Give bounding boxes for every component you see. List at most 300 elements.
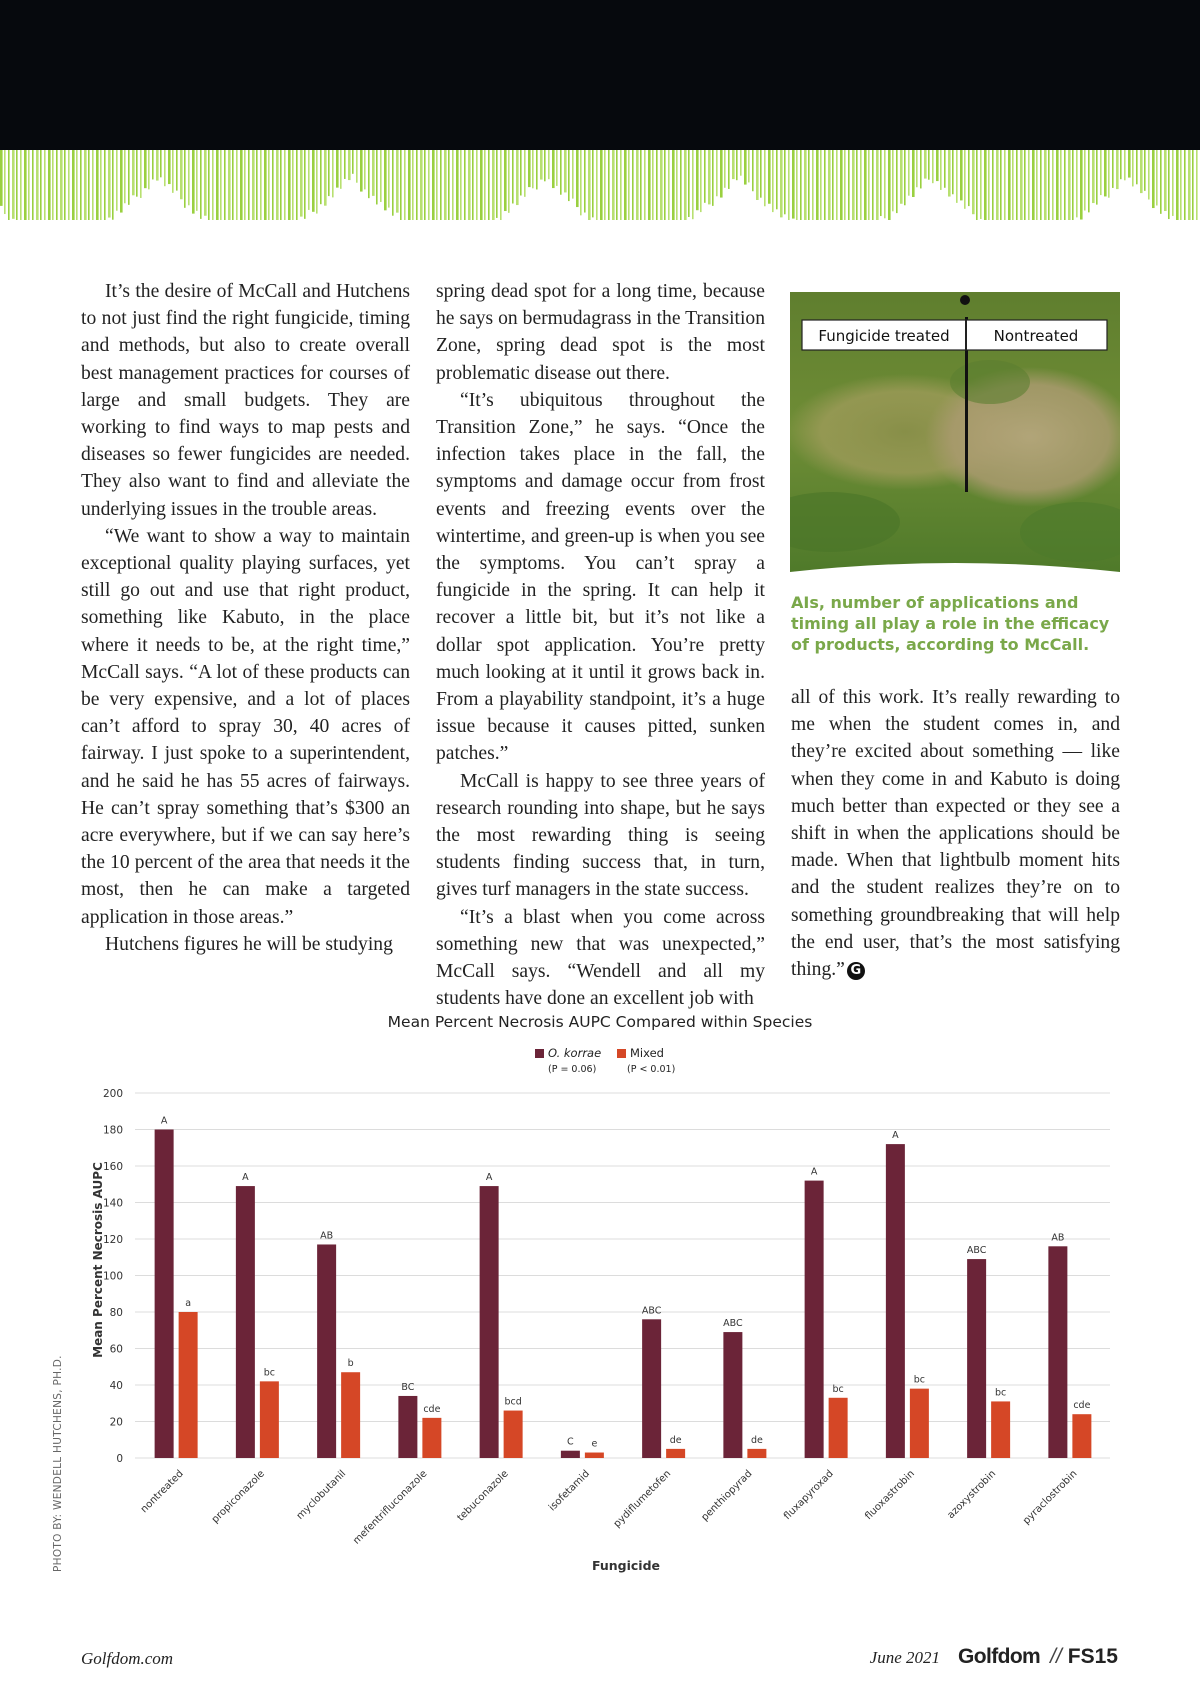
legend-stat-okorrae: (P = 0.06) bbox=[548, 1064, 597, 1075]
barcode-stripe bbox=[680, 150, 682, 220]
barcode-stripe bbox=[292, 150, 294, 220]
barcode-stripe bbox=[940, 150, 942, 190]
barcode-stripe bbox=[1064, 150, 1066, 220]
barcode-stripe bbox=[208, 150, 210, 220]
barcode-stripe bbox=[1180, 150, 1182, 220]
barcode-stripe bbox=[1116, 150, 1119, 189]
barcode-stripe bbox=[232, 150, 234, 220]
barcode-stripe bbox=[1092, 150, 1095, 203]
barcode-stripe bbox=[868, 150, 870, 220]
barcode-stripe bbox=[488, 150, 490, 220]
barcode-stripe bbox=[340, 150, 342, 189]
bar-okorrae bbox=[642, 1319, 661, 1458]
label-nontreated: Nontreated bbox=[993, 327, 1079, 345]
bar-mixed bbox=[260, 1381, 279, 1458]
chart-bars bbox=[155, 1116, 1092, 1459]
barcode-stripe bbox=[1128, 150, 1131, 178]
bar-okorrae bbox=[155, 1130, 174, 1459]
barcode-stripe bbox=[104, 150, 106, 220]
y-tick-label: 160 bbox=[102, 1161, 123, 1173]
y-tick-label: 180 bbox=[102, 1124, 123, 1137]
barcode-stripe bbox=[756, 150, 759, 200]
turf-photo bbox=[790, 292, 1120, 572]
footer-brand: Golfdom bbox=[958, 1645, 1041, 1668]
barcode-stripe bbox=[748, 150, 750, 182]
barcode-stripe bbox=[32, 150, 34, 220]
barcode-stripe bbox=[964, 150, 966, 209]
barcode-stripe bbox=[828, 150, 831, 220]
barcode-stripe bbox=[968, 150, 970, 206]
barcode-stripe bbox=[772, 150, 774, 212]
barcode-stripe bbox=[300, 150, 303, 217]
bar-letter-label: A bbox=[485, 1172, 493, 1184]
barcode-stripe bbox=[560, 150, 562, 195]
barcode-stripe bbox=[732, 150, 735, 179]
barcode-stripe bbox=[984, 150, 987, 220]
bar-letter-label: ABC bbox=[966, 1245, 987, 1257]
barcode-stripe bbox=[608, 150, 610, 220]
barcode-stripe bbox=[752, 150, 754, 191]
barcode-stripe bbox=[924, 150, 927, 179]
bar-mixed bbox=[1072, 1414, 1091, 1458]
y-tick-label: 0 bbox=[116, 1453, 123, 1465]
barcode-stripe bbox=[596, 150, 598, 220]
y-tick-label: 60 bbox=[109, 1343, 123, 1356]
barcode-stripe bbox=[884, 150, 886, 218]
paragraph: “It’s a blast when you come across something new that was unexpected,” McCall says. “Wendell and all my students have done an excellent job with bbox=[436, 906, 765, 1010]
barcode-stripe bbox=[908, 150, 910, 196]
barcode-stripe bbox=[676, 150, 678, 220]
bar-letter-label: cde bbox=[423, 1403, 441, 1415]
barcode-stripe bbox=[576, 150, 579, 207]
barcode-stripe bbox=[768, 150, 771, 204]
footer-date: June 2021 bbox=[869, 1648, 940, 1667]
barcode-stripe bbox=[460, 150, 462, 220]
x-tick-label: fluoxastrobin bbox=[863, 1468, 917, 1523]
bar-okorrae bbox=[236, 1186, 255, 1458]
barcode-stripe bbox=[1100, 150, 1102, 195]
barcode-stripe bbox=[316, 150, 318, 214]
barcode-stripe bbox=[228, 150, 231, 220]
barcode-stripe bbox=[624, 150, 627, 220]
barcode-stripe bbox=[952, 150, 954, 194]
barcode-stripe bbox=[620, 150, 622, 220]
barcode-stripe bbox=[856, 150, 858, 220]
barcode-stripe bbox=[52, 150, 54, 220]
barcode-stripe bbox=[384, 150, 387, 210]
barcode-stripe bbox=[664, 150, 666, 220]
barcode-stripe bbox=[224, 150, 226, 220]
bar-letter-label: A bbox=[242, 1172, 249, 1184]
barcode-stripe bbox=[628, 150, 630, 220]
bar-mixed bbox=[991, 1401, 1010, 1458]
label-treated: Fungicide treated bbox=[818, 327, 950, 345]
paragraph: Hutchens figures he will be studying bbox=[105, 933, 393, 955]
barcode-stripe bbox=[728, 150, 730, 189]
barcode-stripe bbox=[1164, 150, 1167, 211]
bar-okorrae bbox=[805, 1181, 824, 1458]
barcode-stripe bbox=[492, 150, 495, 220]
barcode-stripe bbox=[616, 150, 618, 220]
barcode-stripe bbox=[48, 150, 51, 220]
barcode-stripe bbox=[996, 150, 999, 220]
barcode-stripe bbox=[400, 150, 402, 220]
barcode-stripe bbox=[264, 150, 267, 220]
barcode-stripe bbox=[1168, 150, 1170, 219]
barcode-stripe bbox=[376, 150, 378, 204]
barcode-stripe bbox=[936, 150, 939, 181]
bar-letter-label: e bbox=[591, 1438, 598, 1450]
barcode-stripe bbox=[1136, 150, 1138, 184]
barcode-stripe bbox=[1028, 150, 1030, 220]
barcode-stripe bbox=[496, 150, 498, 218]
barcode-stripe bbox=[64, 150, 66, 220]
barcode-stripe bbox=[112, 150, 114, 220]
barcode-stripe bbox=[280, 150, 282, 220]
bar-mixed bbox=[341, 1372, 360, 1458]
barcode-stripe bbox=[840, 150, 843, 220]
barcode-stripe bbox=[980, 150, 982, 219]
barcode-stripe bbox=[1096, 150, 1098, 205]
barcode-stripe bbox=[992, 150, 994, 220]
barcode-stripe bbox=[236, 150, 238, 220]
barcode-stripe bbox=[556, 150, 558, 186]
barcode-stripe bbox=[516, 150, 519, 205]
barcode-stripe bbox=[348, 150, 351, 180]
barcode-stripe bbox=[820, 150, 822, 220]
bar-mixed bbox=[910, 1389, 929, 1458]
barcode-stripe bbox=[124, 150, 126, 203]
bar-mixed bbox=[829, 1398, 848, 1458]
barcode-stripe bbox=[700, 150, 702, 212]
bar-letter-label: AB bbox=[320, 1230, 334, 1242]
barcode-stripe bbox=[1008, 150, 1011, 220]
y-tick-label: 100 bbox=[102, 1270, 123, 1283]
barcode-stripe bbox=[12, 150, 15, 219]
barcode-stripe bbox=[1088, 150, 1090, 212]
barcode-stripe bbox=[352, 150, 354, 174]
barcode-stripe bbox=[1148, 150, 1150, 199]
barcode-stripe bbox=[440, 150, 442, 220]
bar-letter-label: C bbox=[567, 1436, 574, 1448]
barcode-stripe bbox=[40, 150, 42, 220]
barcode-stripe bbox=[1048, 150, 1050, 220]
barcode-stripe bbox=[564, 150, 567, 192]
barcode-stripe bbox=[500, 150, 502, 220]
barcode-stripe bbox=[976, 150, 978, 220]
bar-letter-label: de bbox=[669, 1434, 682, 1446]
barcode-stripe bbox=[268, 150, 270, 220]
necrosis-chart bbox=[80, 1000, 1120, 1590]
barcode-stripe bbox=[1172, 150, 1174, 216]
barcode-stripe bbox=[468, 150, 471, 220]
barcode-stripe bbox=[380, 150, 382, 202]
bar-letter-label: A bbox=[160, 1115, 168, 1127]
x-tick-label: myclobutanil bbox=[294, 1468, 349, 1522]
barcode-stripe bbox=[800, 150, 802, 220]
barcode-stripe bbox=[920, 150, 922, 188]
barcode-stripe bbox=[404, 150, 406, 220]
barcode-stripe bbox=[1176, 150, 1179, 220]
barcode-stripe bbox=[436, 150, 438, 220]
barcode-stripe bbox=[744, 150, 747, 185]
legend-label-mixed: Mixed bbox=[630, 1046, 664, 1060]
barcode-stripe bbox=[476, 150, 478, 220]
chart-x-tick-labels bbox=[139, 1468, 1080, 1546]
barcode-stripe bbox=[1000, 150, 1002, 220]
barcode-stripe bbox=[660, 150, 663, 220]
barcode-stripe bbox=[120, 150, 123, 213]
barcode-stripe bbox=[1068, 150, 1071, 220]
barcode-stripe bbox=[532, 150, 534, 188]
barcode-stripe bbox=[412, 150, 414, 220]
barcode-stripe bbox=[808, 150, 810, 220]
bar-letter-label: a bbox=[185, 1298, 192, 1309]
legend-swatch-mixed bbox=[617, 1049, 626, 1058]
legend-stat-mixed: (P < 0.01) bbox=[627, 1064, 676, 1075]
bar-okorrae bbox=[1048, 1246, 1067, 1458]
end-mark-icon: G bbox=[847, 962, 865, 980]
barcode-stripe bbox=[420, 150, 423, 220]
bar-letter-label: bc bbox=[832, 1383, 844, 1395]
barcode-stripe bbox=[180, 150, 183, 199]
bar-mixed bbox=[504, 1411, 523, 1458]
barcode-stripe bbox=[1020, 150, 1023, 220]
barcode-stripe bbox=[276, 150, 279, 220]
bar-mixed bbox=[666, 1449, 685, 1458]
barcode-stripe bbox=[1084, 150, 1086, 211]
barcode-stripe bbox=[1080, 150, 1083, 220]
barcode-stripe bbox=[220, 150, 222, 220]
chart-legend bbox=[535, 1046, 675, 1075]
barcode-stripe bbox=[336, 150, 339, 188]
y-tick-label: 200 bbox=[102, 1088, 123, 1100]
barcode-stripe bbox=[152, 150, 154, 179]
barcode-stripe bbox=[368, 150, 370, 198]
barcode-stripe bbox=[704, 150, 706, 203]
barcode-stripe bbox=[1120, 150, 1122, 179]
barcode-decoration bbox=[0, 130, 1200, 220]
barcode-stripe bbox=[844, 150, 846, 220]
barcode-stripe bbox=[644, 150, 646, 220]
barcode-stripe bbox=[604, 150, 606, 220]
barcode-stripe bbox=[588, 150, 591, 220]
article-column-3 bbox=[791, 684, 1120, 983]
y-tick-label: 20 bbox=[109, 1416, 123, 1429]
barcode-stripe bbox=[688, 150, 690, 217]
barcode-stripe bbox=[92, 150, 94, 220]
barcode-stripe bbox=[344, 150, 346, 179]
bar-letter-label: A bbox=[892, 1130, 899, 1142]
barcode-stripe bbox=[24, 150, 27, 220]
barcode-stripe bbox=[1112, 150, 1114, 188]
barcode-stripe bbox=[196, 150, 198, 211]
barcode-stripe bbox=[0, 150, 3, 206]
barcode-stripe bbox=[740, 150, 742, 176]
barcode-stripe bbox=[876, 150, 879, 220]
barcode-stripe bbox=[456, 150, 459, 220]
article-column-1 bbox=[81, 278, 410, 958]
barcode-stripe bbox=[900, 150, 903, 204]
barcode-stripe bbox=[1004, 150, 1006, 220]
barcode-stripe bbox=[244, 150, 246, 220]
photo-credit: PHOTO BY: WENDELL HUTCHENS, PH.D. bbox=[52, 1355, 64, 1572]
footer-site: Golfdom.com bbox=[81, 1649, 174, 1668]
bar-letter-label: de bbox=[750, 1434, 763, 1446]
header-band bbox=[0, 0, 1200, 150]
x-tick-label: tebuconazole bbox=[455, 1468, 511, 1524]
legend-swatch-okorrae bbox=[535, 1049, 544, 1058]
barcode-stripe bbox=[916, 150, 918, 187]
barcode-stripe bbox=[792, 150, 795, 219]
barcode-stripe bbox=[200, 150, 202, 219]
barcode-stripe bbox=[1132, 150, 1134, 186]
barcode-stripe bbox=[140, 150, 142, 198]
barcode-stripe bbox=[656, 150, 658, 220]
barcode-stripe bbox=[972, 150, 975, 214]
barcode-stripe bbox=[8, 150, 10, 220]
barcode-stripe bbox=[1016, 150, 1018, 220]
barcode-stripe bbox=[932, 150, 934, 183]
barcode-stripe bbox=[272, 150, 274, 220]
barcode-stripe bbox=[176, 150, 178, 191]
barcode-stripe bbox=[312, 150, 315, 212]
paragraph-text: all of this work. It’s really rewarding to me when the student comes in, and they’re excited about something — like when they come in and Kabuto is doing much better than expected or they see a shift in when the applications should be made. When that lightbulb moment hits and the student realizes they’re on to something groundbreaking that will help the end user, that’s the most satisfying thing.” bbox=[791, 687, 1120, 981]
barcode-stripe bbox=[328, 150, 330, 196]
barcode-stripe bbox=[116, 150, 118, 211]
barcode-stripe bbox=[548, 150, 550, 179]
barcode-stripe bbox=[388, 150, 390, 208]
barcode-stripe bbox=[824, 150, 826, 220]
barcode-stripe bbox=[472, 150, 474, 220]
barcode-stripe bbox=[852, 150, 855, 220]
barcode-stripe bbox=[580, 150, 582, 215]
barcode-stripe bbox=[484, 150, 486, 220]
barcode-stripe bbox=[364, 150, 366, 189]
barcode-stripe bbox=[480, 150, 483, 220]
barcode-stripe bbox=[188, 150, 190, 205]
barcode-stripe bbox=[44, 150, 46, 220]
y-tick-label: 140 bbox=[102, 1197, 123, 1210]
barcode-stripe bbox=[1104, 150, 1107, 196]
barcode-stripe bbox=[156, 150, 159, 181]
barcode-stripe bbox=[84, 150, 87, 220]
y-tick-label: 40 bbox=[109, 1380, 123, 1392]
barcode-stripe bbox=[544, 150, 546, 181]
paragraph: It’s the desire of McCall and Hutchens to not just find the right fungicide, timing and methods, but also to create overall best management practices for courses of large and small budgets. They are working to find ways to map pests and diseases so fewer fungicides are needed. They also want to find and alleviate the underlying issues in the trouble areas. bbox=[81, 281, 410, 520]
bar-okorrae bbox=[398, 1396, 417, 1458]
barcode-stripe bbox=[652, 150, 654, 220]
barcode-stripe bbox=[296, 150, 298, 220]
barcode-stripe bbox=[332, 150, 334, 197]
paragraph: spring dead spot for a long time, because he says on bermudagrass in the Transition Zone, spring dead spot is the most problematic disease out there. bbox=[436, 281, 765, 384]
barcode-stripe bbox=[76, 150, 78, 220]
barcode-stripe bbox=[568, 150, 570, 201]
barcode-stripe bbox=[692, 150, 694, 219]
barcode-stripe bbox=[1124, 150, 1126, 180]
barcode-stripe bbox=[600, 150, 603, 220]
barcode-stripe bbox=[668, 150, 670, 220]
barcode-stripe bbox=[760, 150, 762, 198]
barcode-stripe bbox=[256, 150, 258, 220]
barcode-stripe bbox=[96, 150, 99, 220]
barcode-stripe bbox=[1012, 150, 1014, 220]
barcode-stripe bbox=[308, 150, 310, 210]
barcode-stripe bbox=[184, 150, 186, 208]
bar-okorrae bbox=[967, 1259, 986, 1458]
barcode-stripe bbox=[168, 150, 171, 184]
barcode-stripe bbox=[324, 150, 327, 206]
barcode-stripe bbox=[1192, 150, 1194, 220]
y-axis-label: Mean Percent Necrosis AUPC bbox=[91, 1162, 105, 1358]
barcode-stripe bbox=[4, 150, 6, 214]
barcode-stripe bbox=[164, 150, 166, 186]
bar-okorrae bbox=[886, 1144, 905, 1458]
bar-letter-label: bc bbox=[913, 1374, 926, 1386]
barcode-stripe bbox=[528, 150, 531, 187]
paragraph: McCall is happy to see three years of research rounding into shape, but he says the most rewarding thing is seeing students finding success that, in turn, gives turf managers in the state success. bbox=[436, 770, 765, 901]
barcode-stripe bbox=[1076, 150, 1078, 217]
barcode-stripe bbox=[1184, 150, 1186, 220]
bar-letter-label: ABC bbox=[723, 1318, 743, 1330]
barcode-stripe bbox=[708, 150, 711, 204]
barcode-stripe bbox=[136, 150, 138, 197]
barcode-stripe bbox=[672, 150, 675, 220]
barcode-stripe bbox=[592, 150, 594, 217]
barcode-stripe bbox=[988, 150, 990, 220]
barcode-stripe bbox=[788, 150, 790, 220]
barcode-stripe bbox=[396, 150, 399, 213]
barcode-stripe bbox=[572, 150, 574, 199]
barcode-stripe bbox=[1108, 150, 1110, 198]
barcode-stripe bbox=[372, 150, 375, 196]
chart-title: Mean Percent Necrosis AUPC Compared within Species bbox=[387, 1013, 813, 1031]
barcode-stripe bbox=[684, 150, 687, 220]
barcode-top-edge bbox=[0, 130, 1200, 150]
barcode-stripe bbox=[892, 150, 894, 211]
barcode-stripe bbox=[960, 150, 963, 200]
bar-letter-label: BC bbox=[401, 1381, 415, 1393]
barcode-stripe bbox=[832, 150, 834, 220]
barcode-stripe bbox=[80, 150, 82, 220]
barcode-stripe bbox=[612, 150, 615, 220]
barcode-stripe bbox=[16, 150, 18, 220]
barcode-stripe bbox=[864, 150, 867, 220]
barcode-stripe bbox=[1144, 150, 1146, 191]
barcode-stripe bbox=[508, 150, 510, 213]
barcode-stripe bbox=[524, 150, 526, 197]
legend-label-okorrae: O. korrae bbox=[548, 1046, 602, 1060]
x-tick-label: nontreated bbox=[138, 1468, 186, 1516]
barcode-stripe bbox=[392, 150, 394, 216]
barcode-stripe bbox=[1056, 150, 1059, 220]
barcode-stripe bbox=[288, 150, 291, 220]
x-tick-label: mefentrifluconazole bbox=[351, 1468, 430, 1547]
barcode-stripe bbox=[956, 150, 958, 203]
barcode-stripe bbox=[192, 150, 195, 214]
bar-letter-label: AB bbox=[1051, 1232, 1065, 1244]
barcode-stripe bbox=[284, 150, 286, 220]
barcode-stripe bbox=[640, 150, 642, 220]
barcode-stripe bbox=[1032, 150, 1035, 220]
photo-caption: AIs, number of applications and timing all play a role in the efficacy of products, according to McCall. bbox=[791, 593, 1110, 654]
barcode-stripe bbox=[1152, 150, 1155, 208]
barcode-stripe bbox=[724, 150, 726, 188]
bar-letter-label: A bbox=[810, 1166, 818, 1178]
x-axis-label: Fungicide bbox=[591, 1558, 661, 1573]
barcode-stripe bbox=[360, 150, 363, 192]
barcode-stripe bbox=[424, 150, 426, 220]
